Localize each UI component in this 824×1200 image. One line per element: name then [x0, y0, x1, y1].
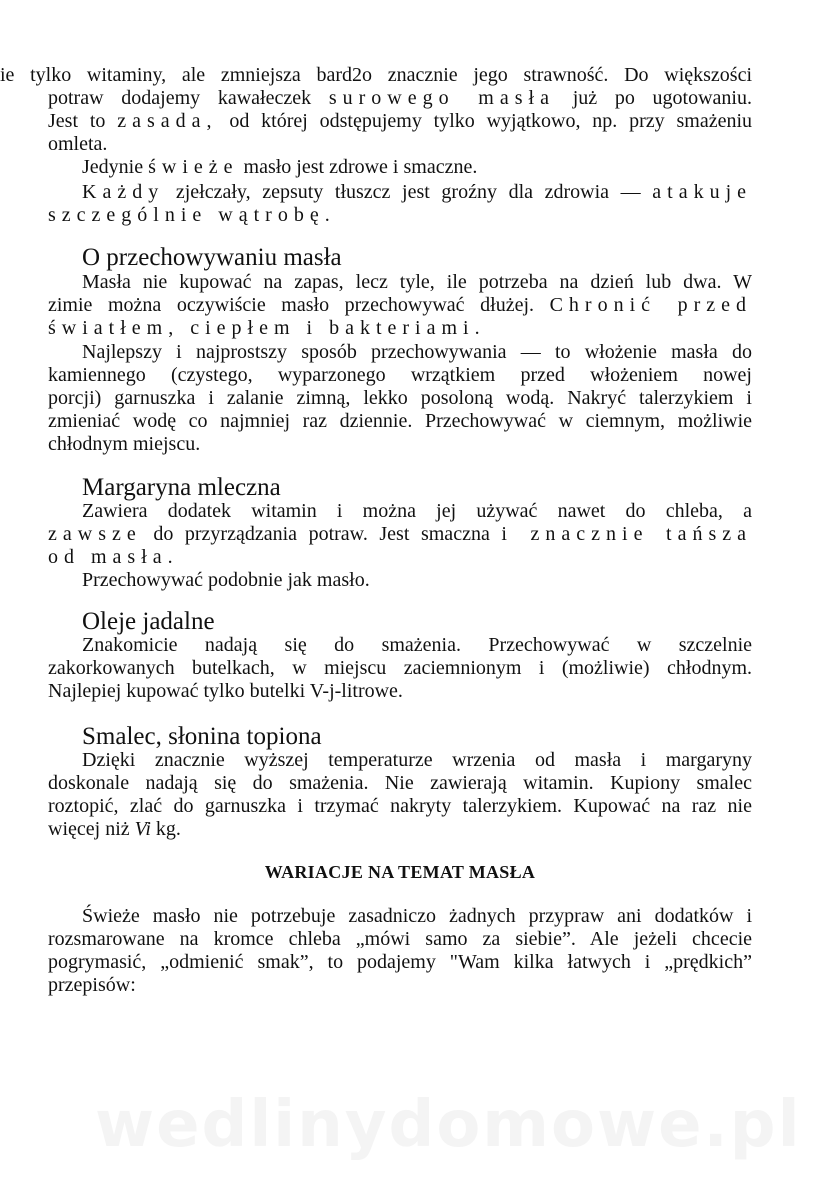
text-line: przepisów:	[48, 974, 136, 996]
text-line: zakorkowanych butelkach, w miejscu zaciemnionym i (możliwie) chłodnym.	[48, 657, 752, 679]
paragraph-lard	[48, 749, 752, 841]
paragraph-margarine	[48, 500, 752, 592]
paragraph-rancid	[48, 181, 752, 227]
paragraph-variations	[48, 905, 752, 997]
text-line: światłem, ciepłem i bakteriami.	[48, 317, 486, 339]
text-line: Znakomicie nadają się do smażenia. Przechowywać w szczelnie	[82, 634, 752, 656]
paragraph-oils	[48, 634, 752, 703]
text-line: Najlepszy i najprostszy sposób przechowywania — to włożenie masła do	[82, 341, 752, 363]
text-line: potraw dodajemy kawałeczek surowego masła już po ugotowaniu.	[48, 87, 752, 109]
text-line: Zawiera dodatek witamin i można jej używać nawet do chleba, a	[82, 500, 752, 522]
text-line: pogrymasić, „odmienić smak”, to podajemy "Wam kilka łatwych i „prędkich”	[48, 951, 752, 973]
section-title-margarine: Margaryna mleczna	[82, 474, 281, 501]
text-line: zimie można oczywiście masło przechowywać dłużej. Chronić przed	[48, 294, 753, 316]
paragraph-intro	[0, 64, 752, 156]
text-line: kamiennego (czystego, wyparzonego wrzątkiem przed włożeniem nowej	[48, 364, 752, 386]
text-line: roztopić, zlać do garnuszka i trzymać nakryty talerzykiem. Kupować na raz nie	[48, 795, 752, 817]
text-line: Świeże masło nie potrzebuje zasadniczo żadnych przypraw ani dodatków i	[82, 905, 752, 927]
text-line: porcji) garnuszka i zalanie zimną, lekko posoloną wodą. Nakryć talerzykiem i	[48, 387, 752, 409]
section-title-oils: Oleje jadalne	[82, 608, 215, 635]
text-line: Jest to zasada, od której odstępujemy tylko wyjątkowo, np. przy smażeniu	[48, 110, 753, 132]
text-line: chłodnym miejscu.	[48, 433, 201, 455]
text-line: rozsmarowane na kromce chleba „mówi samo za siebie”. Ale jeżeli chcecie	[48, 928, 752, 950]
text-line: Najlepiej kupować tylko butelki V-j-litrowe.	[48, 680, 403, 702]
text-line: więcej niż Vi kg.	[48, 818, 181, 840]
text-line: Przechowywać podobnie jak masło.	[82, 569, 370, 591]
section-title-lard: Smalec, słonina topiona	[82, 723, 322, 750]
watermark: wedlinydomowe.pl	[95, 1088, 802, 1162]
text-line: ie tylko witaminy, ale zmniejsza bard2o znacznie jego strawność. Do większości	[0, 64, 752, 86]
paragraph-fresh: Jedynie świeże masło jest zdrowe i smaczne.	[82, 156, 478, 178]
text-line: doskonale nadają się do smażenia. Nie zawierają witamin. Kupiony smalec	[48, 772, 752, 794]
text-line: od masła.	[48, 546, 179, 568]
text-line: Każdy zjełczały, zepsuty tłuszcz jest groźny dla zdrowia — atakuje	[82, 181, 753, 203]
section-title-storage: O przechowywaniu masła	[82, 244, 342, 271]
text-line: zawsze do przyrządzania potraw. Jest smaczna i znacznie tańsza	[48, 523, 753, 545]
text-line: zmieniać wodę co najmniej raz dziennie. Przechowywać w ciemnym, możliwie	[48, 410, 752, 432]
paragraph-storage-1	[48, 271, 752, 340]
text-line: Masła nie kupować na zapas, lecz tyle, ile potrzeba na dzień lub dwa. W	[82, 271, 752, 293]
paragraph-storage-2	[48, 341, 752, 456]
text-line: omleta.	[48, 133, 108, 155]
section-title-variations: WARIACJE NA TEMAT MASŁA	[264, 862, 536, 882]
text-line: szczególnie wątrobę.	[48, 204, 336, 226]
text-line: Dzięki znacznie wyższej temperaturze wrzenia od masła i margaryny	[82, 749, 752, 771]
